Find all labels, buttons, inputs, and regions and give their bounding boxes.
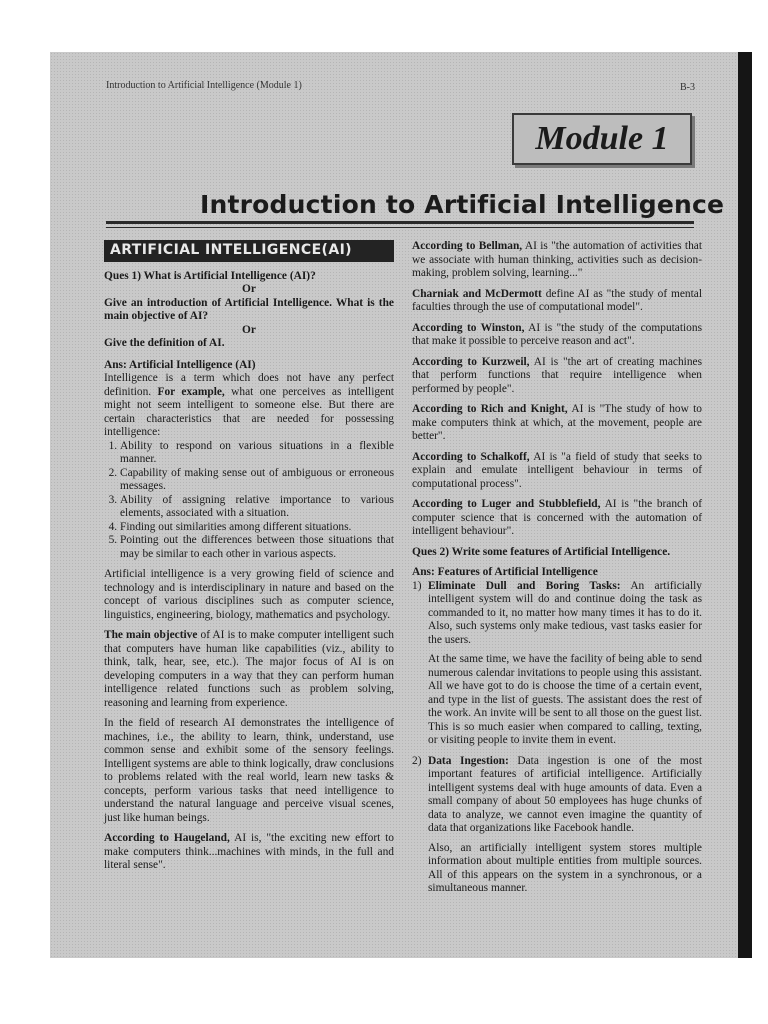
- running-head: Introduction to Artificial Intelligence (Module 1): [106, 80, 302, 91]
- title-rule-thin: [106, 227, 694, 228]
- module-label: Module 1: [535, 120, 669, 157]
- scanned-page: [50, 52, 738, 958]
- intro-lead: For example,: [157, 385, 225, 398]
- definition-charniak: [412, 288, 702, 315]
- intro-text-a: Intelligence is a term which does not have any perfect definition.: [104, 372, 394, 398]
- list-item: 3. Ability of assigning relative importance to various elements, associated with a situation.: [120, 494, 394, 521]
- definition-luger: [412, 498, 702, 539]
- rich-text: AI is "The study of how to make computers think at which, at the movement, people are better".: [412, 403, 703, 442]
- answer-heading: Ans: Artificial Intelligence (AI): [104, 358, 256, 371]
- or-separator: Or: [242, 283, 256, 295]
- book-spine-shadow: [738, 52, 752, 958]
- definition-schalkoff: [412, 451, 702, 492]
- feature-2: [412, 754, 702, 896]
- paragraph-field: Artificial intelligence is a very growing field of science and technology and is interdisciplinary in nature and based on the concept of various disciplines such as computer science, linguistics, engineering, biology, mathematics and psychology.: [104, 568, 394, 621]
- bellman-text: AI is "the automation of activities that we associate with human thinking, activities such as decision-making, problem solving, learning...": [412, 240, 703, 279]
- list-item: 4. Finding out similarities among different situations.: [120, 521, 394, 535]
- feature-2-number: 2): [412, 754, 422, 767]
- schalkoff-lead: According to Schalkoff,: [412, 450, 530, 463]
- objective-lead: The main objective: [104, 629, 198, 641]
- answer-2-heading: Ans: Features of Artificial Intelligence: [412, 566, 598, 578]
- right-column: [412, 240, 702, 903]
- bellman-lead: According to Bellman,: [412, 240, 523, 252]
- feature-2-text: Data ingestion is one of the most important features of artificial intelligence. Artificially intelligent systems deal with huge amounts of data. Even a small company of about 50 employees has huge chunks of data to analyze, we cannot even imagine the quantity of data that organizations like Facebook handle.: [428, 754, 702, 834]
- feature-1-lead: Eliminate Dull and Boring Tasks:: [428, 579, 621, 592]
- title-rule-thick: [106, 221, 694, 224]
- paragraph-objective: [104, 629, 394, 710]
- definition-kurzweil: [412, 356, 702, 397]
- feature-2-paragraph: [412, 754, 702, 836]
- intro-paragraph: [104, 372, 394, 440]
- question-2: Ques 2) Write some features of Artificial Intelligence.: [412, 545, 671, 558]
- or-separator: Or: [242, 323, 256, 336]
- question-1-alt2: Give the definition of AI.: [104, 337, 225, 349]
- list-item: 2. Capability of making sense out of ambiguous or erroneous messages.: [120, 467, 394, 494]
- feature-1-number: 1): [412, 579, 422, 592]
- question-1: Ques 1) What is Artificial Intelligence (AI)?: [104, 269, 316, 282]
- objective-text: of AI is to make computer intelligent such that computers have human like capabilities (viz., ability to think, talk, hear, see, etc.). The major focus of AI is on developing computers in a way that they can perform human intelligence related functions such as problem solving, reasoning and learning from experience.: [104, 629, 394, 709]
- definition-rich-knight: [412, 403, 702, 444]
- haugeland-text: AI is, "the exciting new effort to make computers think...machines with minds, in the full and literal sense".: [104, 832, 395, 871]
- definition-bellman: [412, 240, 702, 281]
- kurzweil-lead: According to Kurzweil,: [412, 355, 530, 368]
- luger-text: AI is "the branch of computer science that is concerned with the automation of intelligent behaviour".: [412, 498, 702, 537]
- feature-1-paragraph: [412, 579, 702, 648]
- page-number: B-3: [680, 82, 695, 93]
- haugeland-lead: According to Haugeland,: [104, 832, 230, 844]
- luger-lead: According to Luger and Stubblefield,: [412, 498, 601, 510]
- paragraph-research: In the field of research AI demonstrates the intelligence of machines, i.e., the ability to learn, think, understand, use common sense and exhibit some of the sensory feelings. Intelligent systems are able to think logically, draw conclusions to problems related with the real world, learn new tasks & concepts, perform various tasks that need intelligence to understand the natural language and perceive visual scenes, just like human beings.: [104, 717, 394, 824]
- feature-2-paragraph-2: Also, an artificially intelligent system stores multiple information about multiple entities from multiple sources. All of this appears on the system in a synchronous, or a simultaneous manner.: [428, 841, 702, 894]
- section-banner: ARTIFICIAL INTELLIGENCE(AI): [104, 240, 394, 262]
- left-column: [104, 240, 394, 880]
- question-1-alt: Give an introduction of Artificial Intelligence. What is the main objective of AI?: [104, 296, 394, 322]
- rich-lead: According to Rich and Knight,: [412, 403, 568, 415]
- feature-2-lead: Data Ingestion:: [428, 754, 509, 767]
- definition-winston: [412, 322, 702, 349]
- characteristics-list: [104, 440, 394, 562]
- charniak-lead: Charniak and McDermott: [412, 287, 542, 300]
- list-item: 1. Ability to respond on various situations in a flexible manner.: [120, 440, 394, 467]
- schalkoff-text: AI is "a field of study that seeks to explain and emulate intelligent behaviour in terms of computational process".: [412, 450, 703, 490]
- charniak-text: define AI as "the study of mental faculties through the use of computational model".: [412, 287, 702, 313]
- intro-text-b: what one perceives as intelligent might not seem intelligent to someone else. But there are certain characteristics that are needed for possessing intelligence:: [104, 385, 394, 438]
- winston-lead: According to Winston,: [412, 321, 525, 334]
- module-label-box: [512, 113, 692, 165]
- feature-1-paragraph-2: At the same time, we have the facility of being able to send numerous calendar invitations to people using this assistant. All we have got to do is choose the time of a certain event, and type in the list of guests. The assistant does the rest of the work. An invite will be sent to all those on the guest list. This is so much easier when compared to calling, texting, or visiting people to invite them in event.: [428, 653, 702, 746]
- kurzweil-text: AI is "the art of creating machines that perform functions that require intelligence when performed by people".: [412, 355, 703, 395]
- feature-1: [412, 579, 702, 748]
- feature-1-text: An artificially intelligent system will do and continue doing the task as commanded to it, no matter how many times it has to do it. Also, such systems only make tedious, vast tasks easier for the users.: [428, 579, 702, 646]
- winston-text: AI is "the study of the computations that make it possible to perceive reason and act".: [412, 321, 703, 347]
- chapter-title: Introduction to Artificial Intelligence: [200, 190, 725, 219]
- paragraph-haugeland: [104, 832, 394, 873]
- list-item: 5. Pointing out the differences between those situations that may be similar to each other in various aspects.: [120, 534, 394, 561]
